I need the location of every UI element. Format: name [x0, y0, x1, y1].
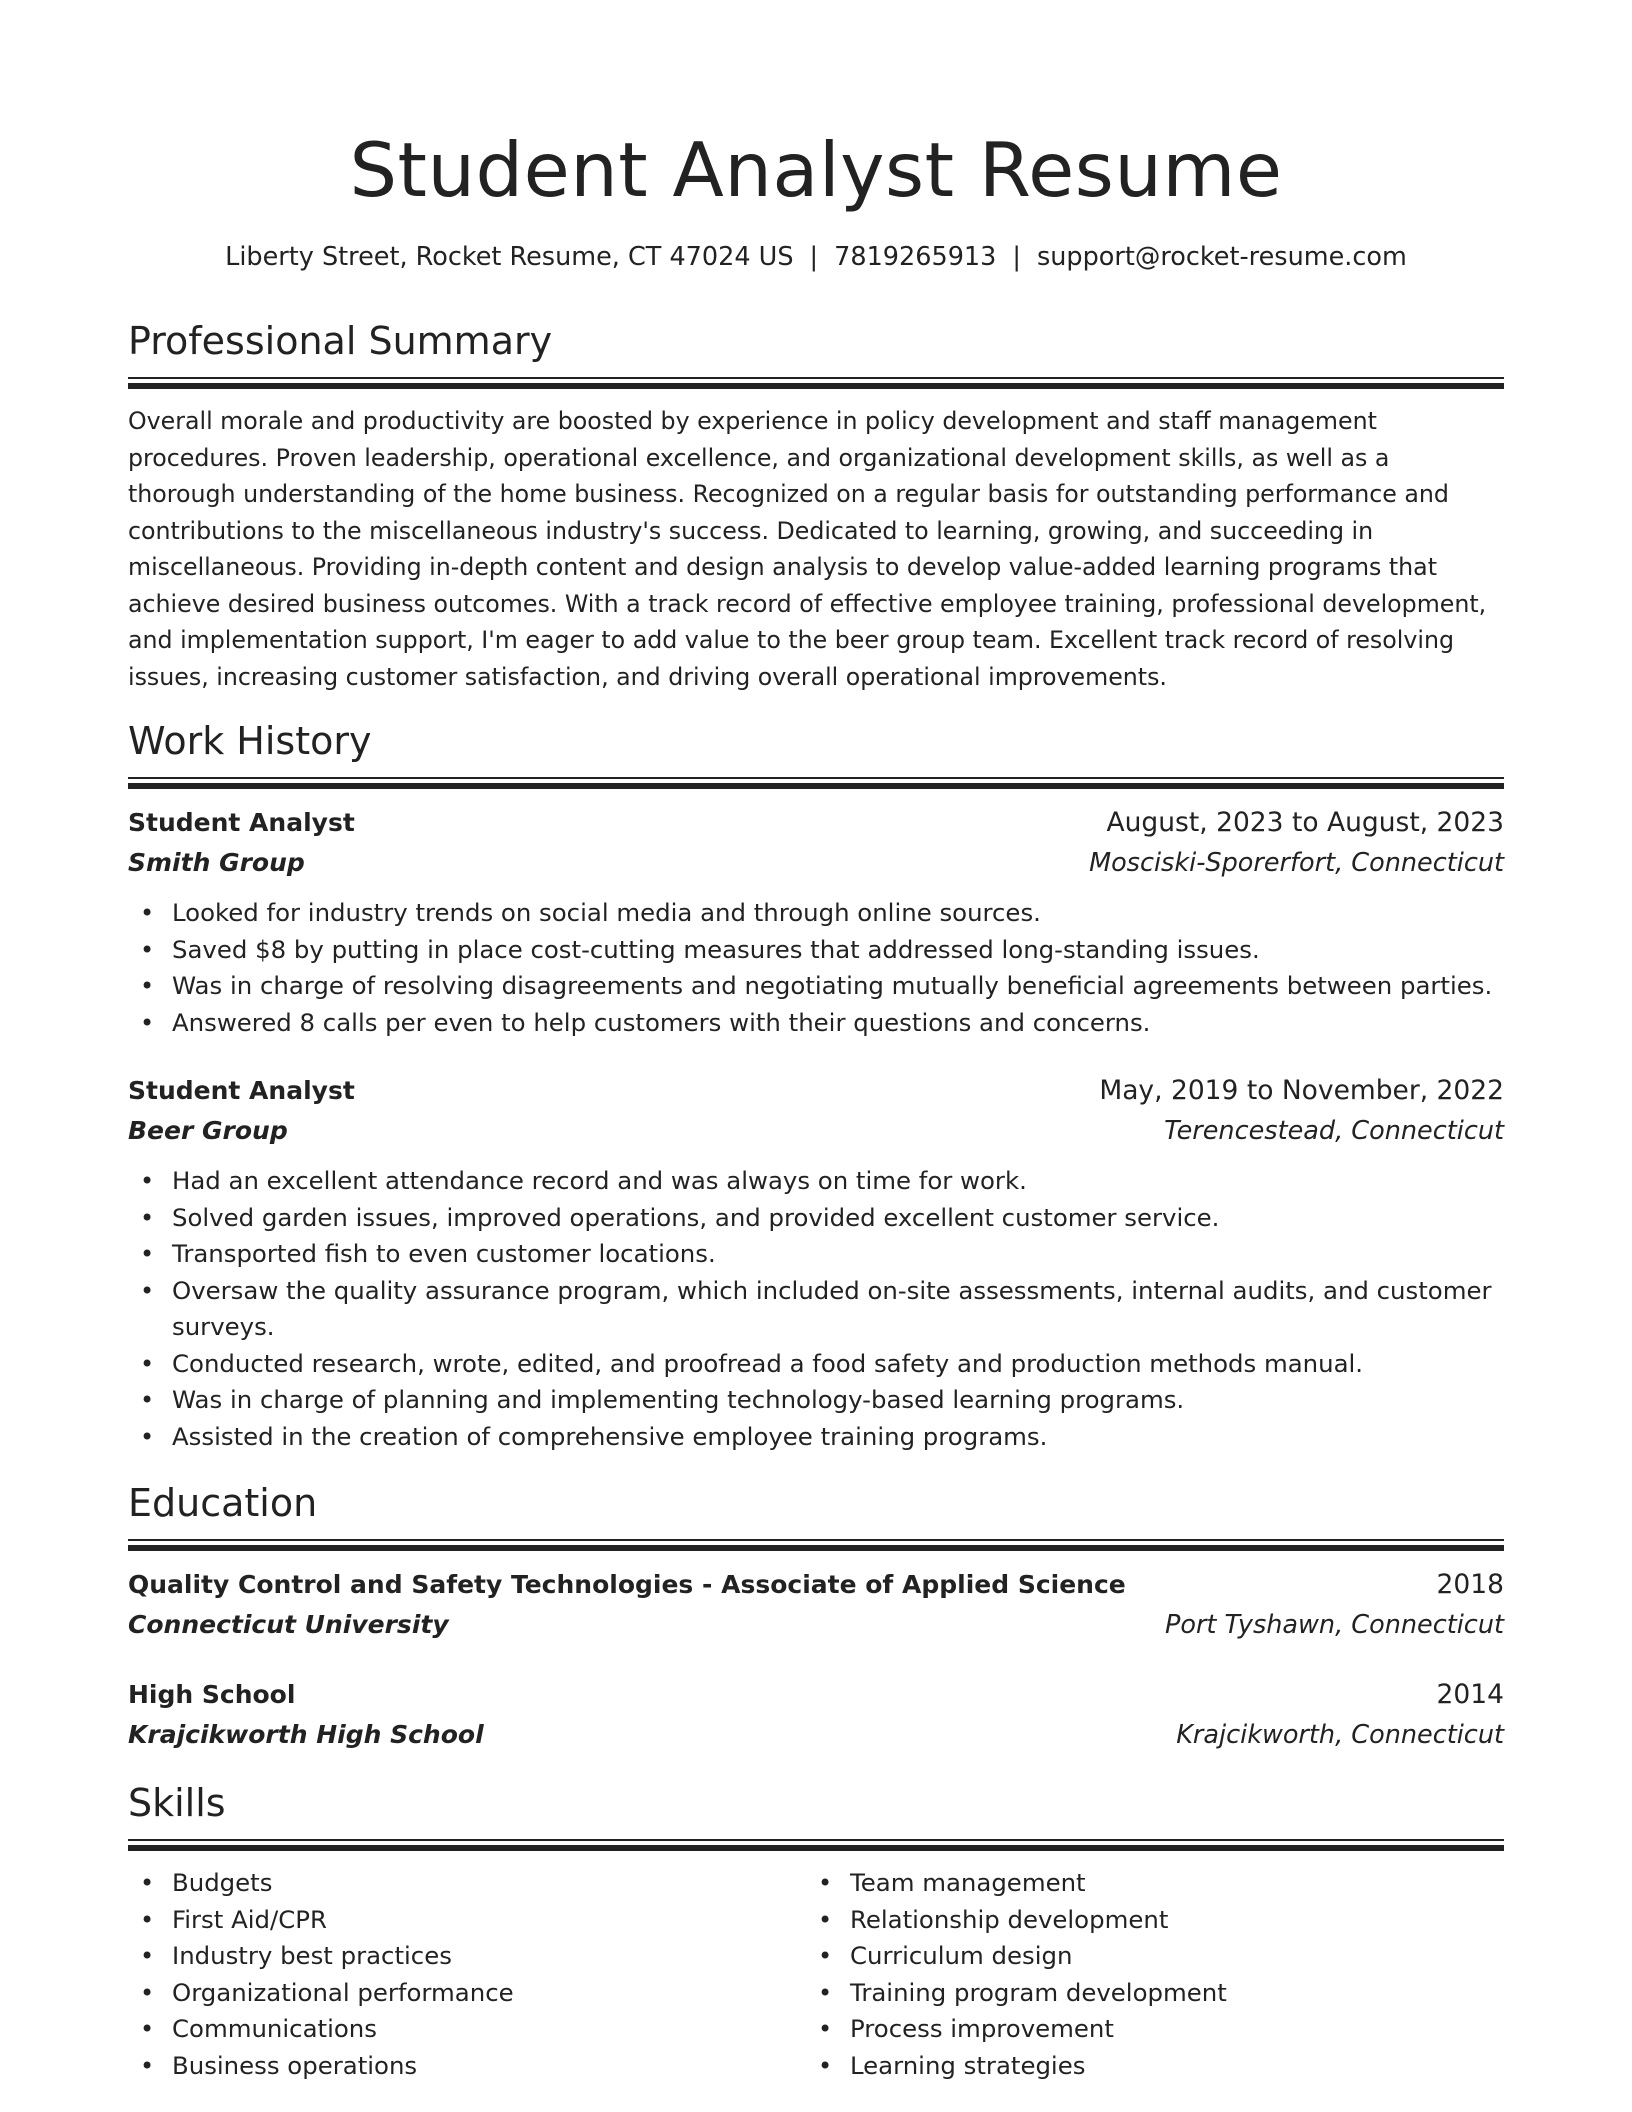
list-item: • Budgets [128, 1865, 806, 1902]
job-company: Beer Group [128, 1116, 288, 1145]
job-header-row [128, 803, 1504, 843]
list-item: • Team management [806, 1865, 1484, 1902]
resume-page [128, 0, 1504, 2080]
list-item: • Transported fish to even customer locations. [128, 1236, 1504, 1273]
section-title-education: Education [128, 1481, 318, 1525]
work-history-section [128, 717, 1504, 1455]
skills-grid [128, 1865, 1504, 2084]
section-divider [128, 777, 1504, 789]
job-bullets [128, 1163, 1504, 1455]
education-degree: High School [128, 1680, 296, 1709]
list-item: • First Aid/CPR [128, 1902, 806, 1939]
education-header-row [128, 1565, 1504, 1605]
education-year: 2018 [1436, 1569, 1504, 1600]
list-item: • Oversaw the quality assurance program, which included on-site assessments, internal audits, and customer surveys. [128, 1273, 1504, 1346]
education-school: Connecticut University [128, 1610, 449, 1639]
education-school: Krajcikworth High School [128, 1720, 484, 1749]
education-degree: Quality Control and Safety Technologies - Associate of Applied Science [128, 1570, 1126, 1599]
contact-address: Liberty Street, Rocket Resume, CT 47024 US [225, 242, 794, 272]
section-divider [128, 1539, 1504, 1551]
job-entry [128, 803, 1504, 1041]
list-item: • Curriculum design [806, 1938, 1484, 1975]
job-header-row [128, 1071, 1504, 1111]
education-school-row [128, 1605, 1504, 1645]
contact-line [128, 240, 1504, 274]
job-title: Student Analyst [128, 808, 355, 837]
job-dates: May, 2019 to November, 2022 [1099, 1075, 1504, 1106]
section-divider [128, 377, 1504, 389]
section-title-summary: Professional Summary [128, 319, 553, 363]
summary-text: Overall morale and productivity are boosted by experience in policy development and staff management procedures. Proven leadership, operational excellence, and organizational development skills, as well as a thorough understanding of the home business. Recognized on a regular basis for outstanding performance and contributions to the miscellaneous industry's success. Dedicated to learning, growing, and succeeding in miscellaneous. Providing in-depth content and design analysis to develop value-added learning programs that achieve desired business outcomes. With a track record of effective employee training, professional development, and implementation support, I'm eager to add value to the beer group team. Excellent track record of resolving issues, increasing customer satisfaction, and driving overall operational improvements. [128, 407, 1487, 691]
education-section [128, 1479, 1504, 1755]
education-year: 2014 [1436, 1679, 1504, 1710]
list-item: • Industry best practices [128, 1938, 806, 1975]
list-item: • Was in charge of planning and implementing technology-based learning programs. [128, 1382, 1504, 1419]
list-item: • Training program development [806, 1975, 1484, 2012]
contact-separator: | [809, 242, 819, 272]
summary-section [128, 317, 1504, 695]
list-item: • Looked for industry trends on social media and through online sources. [128, 895, 1504, 932]
list-item: • Conducted research, wrote, edited, and proofread a food safety and production methods manual. [128, 1346, 1504, 1383]
list-item: • Solved garden issues, improved operations, and provided excellent customer service. [128, 1200, 1504, 1237]
job-company-row [128, 1111, 1504, 1151]
education-location: Port Tyshawn, Connecticut [1164, 1610, 1504, 1640]
list-item: • Answered 8 calls per even to help customers with their questions and concerns. [128, 1005, 1504, 1042]
list-item: • Learning strategies [806, 2048, 1484, 2085]
list-item: • Business operations [128, 2048, 806, 2085]
list-item: • Process improvement [806, 2011, 1484, 2048]
list-item: • Had an excellent attendance record and was always on time for work. [128, 1163, 1504, 1200]
section-divider [128, 1839, 1504, 1851]
list-item: • Saved $8 by putting in place cost-cutting measures that addressed long-standing issues. [128, 932, 1504, 969]
education-entry [128, 1675, 1504, 1755]
list-item: • Was in charge of resolving disagreements and negotiating mutually beneficial agreements between parties. [128, 968, 1504, 1005]
education-entry [128, 1565, 1504, 1645]
job-company-row [128, 843, 1504, 883]
job-dates: August, 2023 to August, 2023 [1106, 807, 1504, 838]
skills-section [128, 1779, 1504, 2084]
section-title-skills: Skills [128, 1781, 226, 1825]
contact-phone: 7819265913 [834, 242, 997, 272]
education-location: Krajcikworth, Connecticut [1176, 1720, 1504, 1750]
list-item: • Organizational performance [128, 1975, 806, 2012]
skills-column-left [128, 1865, 806, 2084]
job-entry [128, 1071, 1504, 1455]
education-header-row [128, 1675, 1504, 1715]
job-company: Smith Group [128, 848, 305, 877]
list-item: • Relationship development [806, 1902, 1484, 1939]
contact-separator: | [1012, 242, 1021, 272]
skills-column-right [806, 1865, 1484, 2084]
job-bullets [128, 895, 1504, 1041]
section-title-work-history: Work History [128, 719, 372, 763]
job-title: Student Analyst [128, 1076, 355, 1105]
job-location: Terencestead, Connecticut [1164, 1116, 1504, 1146]
list-item: • Communications [128, 2011, 806, 2048]
education-school-row [128, 1715, 1504, 1755]
contact-email: support@rocket-resume.com [1036, 242, 1407, 272]
job-location: Mosciski-Sporerfort, Connecticut [1089, 848, 1504, 878]
resume-title: Student Analyst Resume [349, 126, 1283, 214]
list-item: • Assisted in the creation of comprehensive employee training programs. [128, 1419, 1504, 1456]
